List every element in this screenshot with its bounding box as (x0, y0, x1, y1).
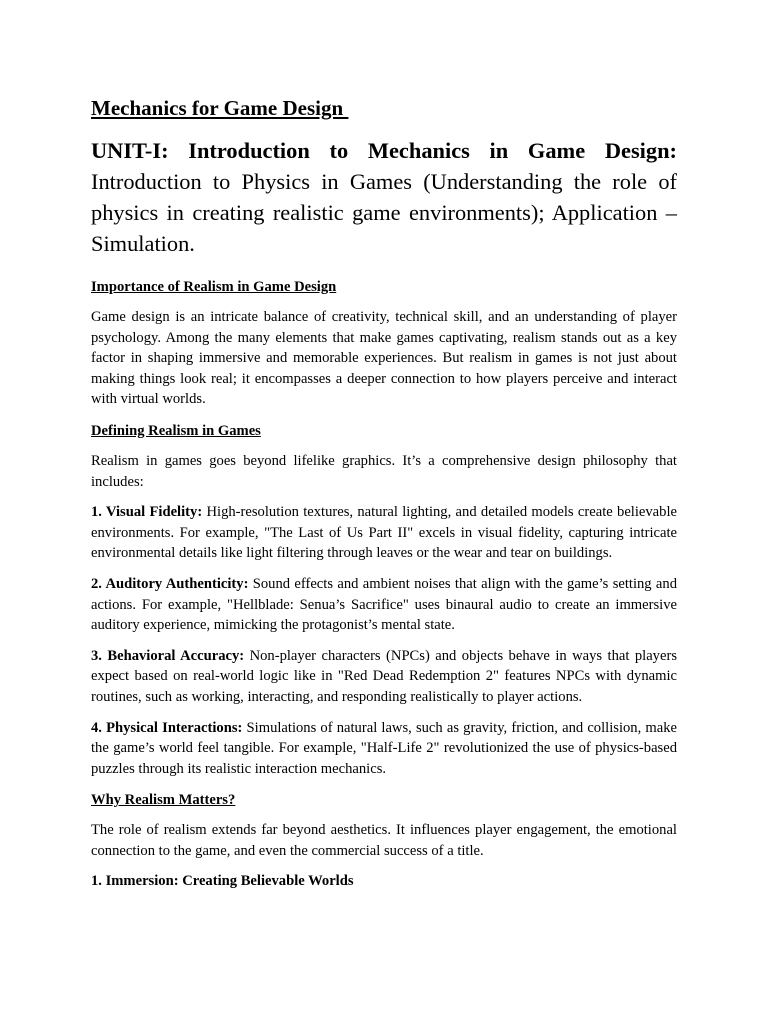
section-heading-why-realism: Why Realism Matters? (91, 792, 236, 809)
section-heading-defining: Defining Realism in Games (91, 422, 261, 439)
list-item-text: Non-player characters (NPCs) and objects behave in ways that players expect based on real-world logic like in "Red Dead Redemption 2" features NPCs with dynamic routines, such as working, interacting, and responding realistically to player actions. (91, 647, 677, 705)
list-item-text: Simulations of natural laws, such as gravity, friction, and collision, make the game’s world feel tangible. For example, "Half-Life 2" revolutionized the use of physics-based puzzles through its realistic interaction mechanics. (91, 719, 677, 777)
list-item-text: High-resolution textures, natural lighting, and detailed models create believable environments. For example, "The Last of Us Part II" excels in visual fidelity, capturing intricate environmental details like light filtering through leaves or the wear and tear on buildings. (91, 504, 677, 562)
document-title: Mechanics for Game Design (91, 96, 349, 120)
subheading-immersion-label: 1. Immersion: Creating Believable Worlds (91, 873, 354, 890)
list-item-label: 3. Behavioral Accuracy: (91, 647, 245, 664)
list-item-behavioral-accuracy (91, 646, 677, 708)
unit-description: Introduction to Physics in Games (Understanding the role of physics in creating realistic game environments); Application – Simulation. (91, 169, 677, 256)
subheading-immersion (91, 871, 677, 892)
unit-label: UNIT-I: Introduction to Mechanics in Game Design: (91, 138, 677, 163)
list-item-physical-interactions (91, 718, 677, 780)
list-item-text: Sound effects and ambient noises that align with the game’s setting and actions. For example, "Hellblade: Senua’s Sacrifice" uses binaural audio to create an immersive auditory experience, mimicking the protagonist’s mental state. (91, 575, 677, 634)
unit-heading (91, 135, 677, 259)
why-realism-paragraph: The role of realism extends far beyond aesthetics. It influences player engagement, the emotional connection to the game, and even the commercial success of a title. (91, 822, 677, 859)
list-item-label: 4. Physical Interactions: (91, 719, 243, 736)
list-item-auditory-authenticity (91, 574, 677, 636)
list-item-label: 1. Visual Fidelity: (91, 504, 203, 521)
list-item-label: 2. Auditory Authenticity: (91, 575, 249, 592)
importance-paragraph: Game design is an intricate balance of creativity, technical skill, and an understanding of player psychology. Among the many elements that make games captivating, realism stands out as a key factor in shaping immersive and memorable experiences. But realism in games is not just about making things look real; it encompasses a deeper connection to how players perceive and interact with virtual worlds. (91, 309, 677, 408)
document-page (91, 94, 677, 892)
defining-intro-paragraph: Realism in games goes beyond lifelike graphics. It’s a comprehensive design philosophy that includes: (91, 452, 677, 490)
list-item-visual-fidelity (91, 502, 677, 564)
section-heading-importance: Importance of Realism in Game Design (91, 279, 337, 295)
